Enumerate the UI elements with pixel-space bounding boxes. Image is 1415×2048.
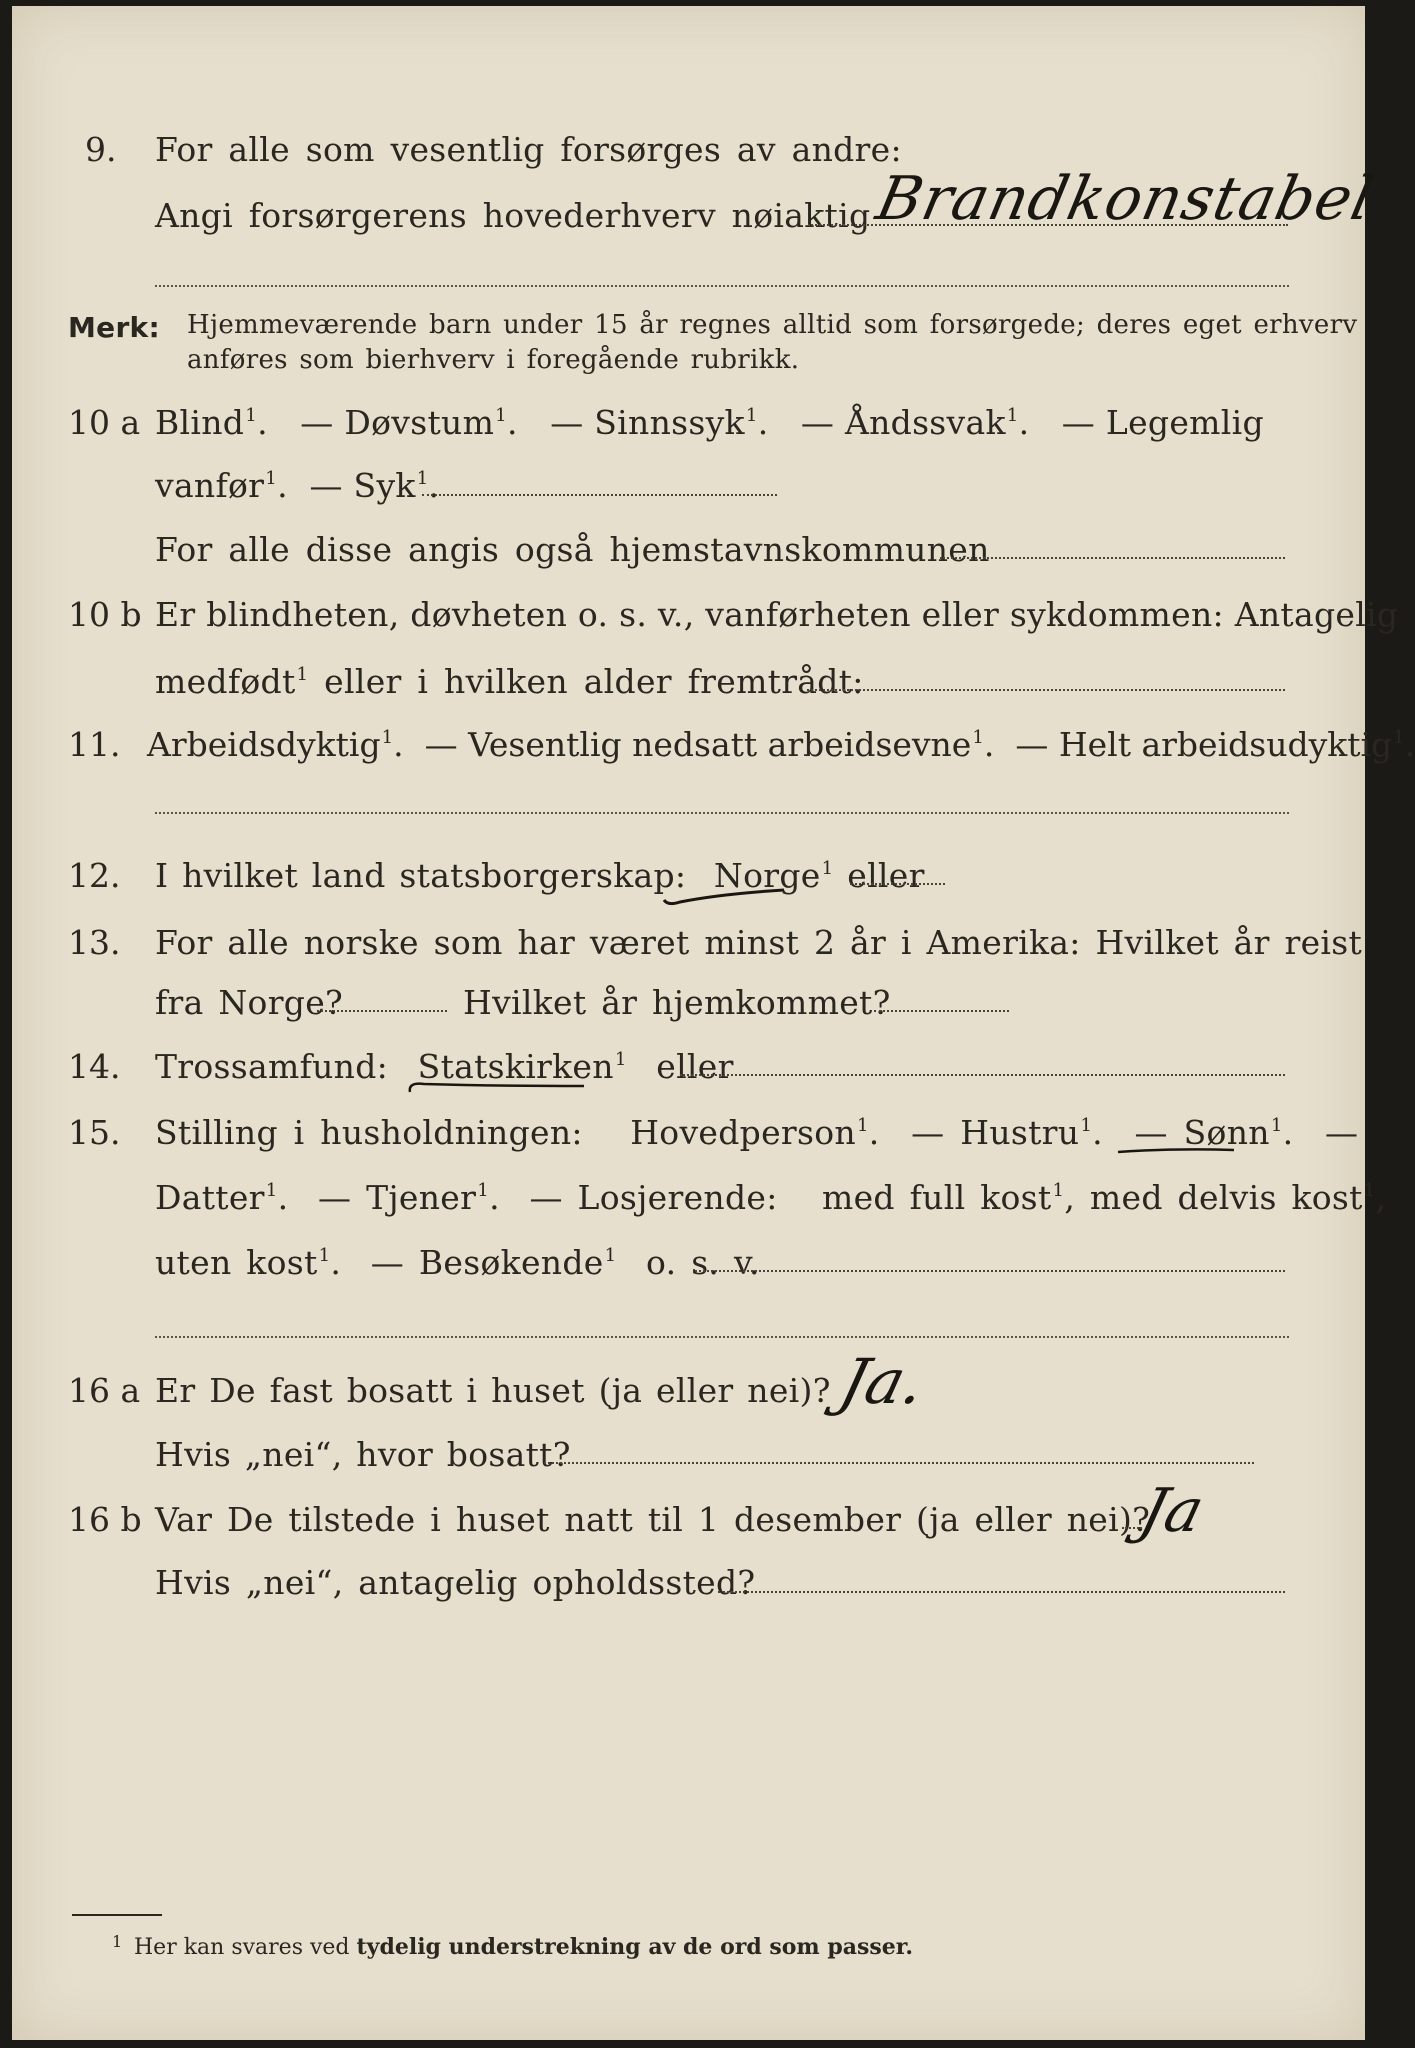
q10a-line1: Blind$^1$. — Døvstum$^1$. — Sinnssyk$^1$. — Åndssvak$^1$. — Legemlig bbox=[155, 403, 1264, 442]
q9-number: 9. bbox=[85, 130, 117, 169]
q16b-handwritten-answer: Ja bbox=[1133, 1476, 1211, 1546]
q13-line2b: Hvilket år hjemkommet? bbox=[463, 983, 891, 1022]
census-form-page bbox=[12, 6, 1415, 2040]
q12-underline-mark bbox=[660, 884, 790, 910]
q9-line1: For alle som vesentlig forsørges av andre: bbox=[155, 130, 902, 169]
q13-line1: For alle norske som har været minst 2 år i Amerika: Hvilket år reist bbox=[155, 923, 1363, 962]
q14-number: 14. bbox=[68, 1047, 121, 1086]
q10b-number: 10 b bbox=[68, 595, 142, 634]
q11-extra-line bbox=[155, 812, 1289, 814]
q10a-line3: For alle disse angis også hjemstavnskommunen bbox=[155, 530, 990, 569]
q16a-answer-line bbox=[544, 1462, 1254, 1464]
q15-number: 15. bbox=[68, 1113, 121, 1152]
q15-sonn-underline bbox=[1116, 1144, 1236, 1158]
q16b-answer-line bbox=[1122, 1527, 1142, 1529]
q15-line1: Stilling i husholdningen: Hovedperson$^1$. — Hustru$^1$. — Sønn$^1$. — bbox=[155, 1113, 1359, 1152]
footnote-text: Her kan svares ved tydelig understrekning av de ord som passer. bbox=[134, 1934, 914, 1960]
q15-extra-line bbox=[155, 1336, 1289, 1338]
q16b-line2: Hvis „nei“, antagelig opholdssted? bbox=[155, 1563, 756, 1602]
footnote-rule bbox=[72, 1914, 162, 1916]
q13-reist-line bbox=[317, 1010, 447, 1012]
q16a-line2: Hvis „nei“, hvor bosatt? bbox=[155, 1435, 571, 1474]
q13-line2a: fra Norge? bbox=[155, 983, 344, 1022]
q10b-line2: medfødt$^1$ eller i hvilken alder fremtrådt: bbox=[155, 662, 864, 701]
merk-label: Merk: bbox=[68, 311, 160, 344]
q9-handwritten-answer: Brandkonstabel bbox=[870, 164, 1380, 234]
q9-line2: Angi forsørgerens hovederhverv nøiaktig bbox=[155, 196, 871, 235]
q15-line2: Datter$^1$. — Tjener$^1$. — Losjerende: med full kost$^1$, med delvis kost$^1$, bbox=[155, 1178, 1387, 1217]
q16a-number: 16 a bbox=[68, 1371, 141, 1410]
q12-answer-line bbox=[850, 883, 945, 885]
merk-line2: anføres som bierhverv i foregående rubrikk. bbox=[187, 345, 800, 375]
q11-line: Arbeidsdyktig$^1$. — Vesentlig nedsatt arbeidsevne$^1$. — Helt arbeidsudyktig$^1$. bbox=[147, 725, 1415, 764]
q16a-handwritten-answer: Ja. bbox=[833, 1345, 933, 1418]
q9-extra-line bbox=[155, 285, 1289, 287]
q10a-number: 10 a bbox=[68, 403, 141, 442]
q10a-line2: vanfør$^1$. — Syk$^1$. bbox=[155, 466, 440, 505]
q16b-opholdssted-line bbox=[718, 1591, 1285, 1593]
q10b-line1: Er blindheten, døvheten o. s. v., vanførheten eller sykdommen: Antagelig bbox=[155, 595, 1399, 634]
q14-answer-line bbox=[680, 1074, 1285, 1076]
q14-line: Trossamfund: Statskirken$^1$ eller bbox=[155, 1047, 734, 1086]
merk-line1: Hjemmeværende barn under 15 år regnes alltid som forsørgede; deres eget erhverv bbox=[187, 310, 1358, 340]
q13-hjemkommet-line bbox=[874, 1010, 1009, 1012]
q10b-answer-line bbox=[807, 689, 1285, 691]
q16b-line1: Var De tilstede i huset natt til 1 desember (ja eller nei)? bbox=[155, 1500, 1151, 1539]
q11-number: 11. bbox=[68, 725, 121, 764]
q10a-hjemstavn-line bbox=[940, 557, 1285, 559]
q13-number: 13. bbox=[68, 923, 121, 962]
q14-option-statskirken: Statskirken bbox=[417, 1047, 614, 1086]
q10a-syk-line bbox=[422, 494, 777, 496]
q14-underline-mark bbox=[404, 1074, 594, 1100]
q12-option-norge: Norge bbox=[713, 856, 821, 895]
q12-number: 12. bbox=[68, 856, 121, 895]
q16b-number: 16 b bbox=[68, 1500, 142, 1539]
q15-answer-line bbox=[695, 1270, 1285, 1272]
q15-line3: uten kost$^1$. — Besøkende$^1$ o. s. v. bbox=[155, 1243, 760, 1282]
footnote-mark: 1 bbox=[112, 1932, 123, 1951]
q16a-line1: Er De fast bosatt i huset (ja eller nei)? bbox=[155, 1371, 831, 1410]
q12-line: I hvilket land statsborgerskap: Norge$^1$ eller bbox=[155, 856, 925, 895]
